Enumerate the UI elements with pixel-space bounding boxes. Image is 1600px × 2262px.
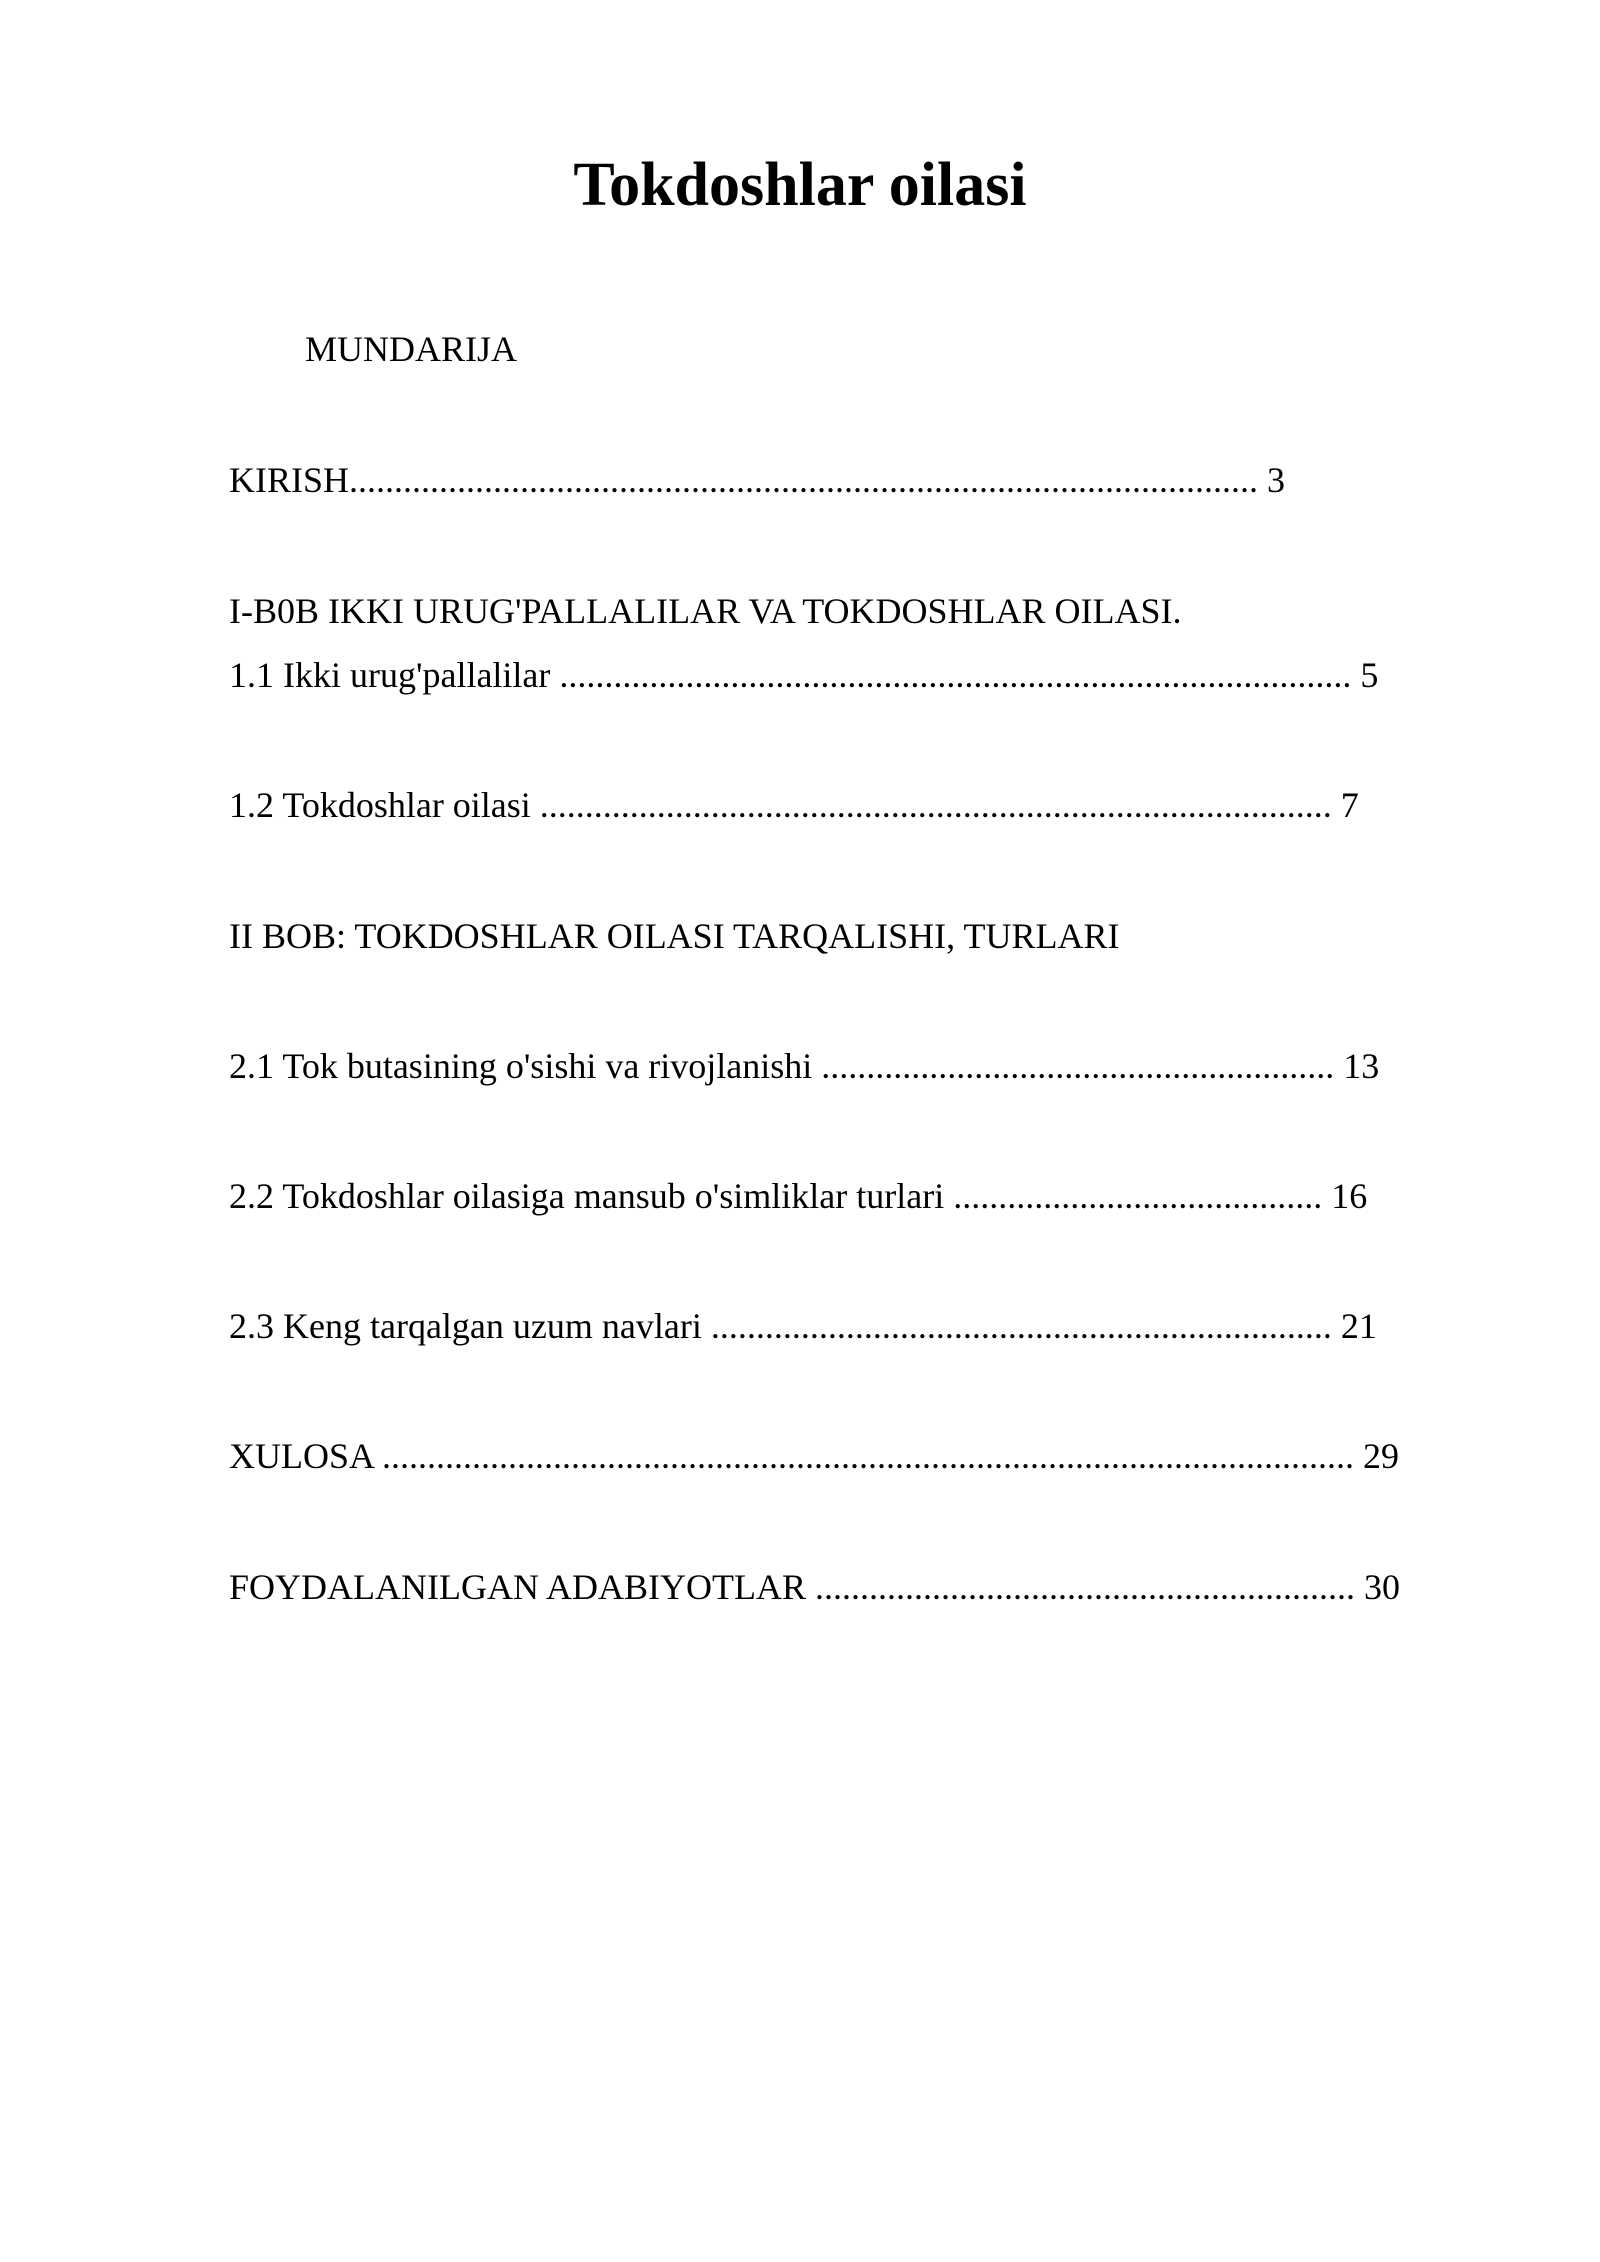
- toc-entry-2-2: 2.2 Tokdoshlar oilasiga mansub o'simliklar turlari ......................................... 16: [229, 1176, 1368, 1216]
- toc-entry-2-3: 2.3 Keng tarqalgan uzum navlari ..................................................................... 21: [229, 1306, 1377, 1346]
- toc-entry-2-1: 2.1 Tok butasining o'sishi va rivojlanishi ......................................................... 13: [229, 1046, 1380, 1086]
- toc-entry-kirish: KIRISH..................................................................................................... 3: [229, 460, 1286, 500]
- toc-entry-xulosa: XULOSA ............................................................................................................ 29: [229, 1436, 1400, 1476]
- toc-entry-bibliography: FOYDALANILGAN ADABIYOTLAR ............................................................ 30: [229, 1567, 1400, 1607]
- page-title: [0, 148, 1600, 222]
- toc-entry-chapter-2: II BOB: TOKDOSHLAR OILASI TARQALISHI, TURLARI: [229, 916, 1120, 956]
- toc-heading: MUNDARIJA: [305, 329, 518, 369]
- toc-entry-chapter-1: I-B0B IKKI URUG'PALLALILAR VA TOKDOSHLAR OILASI.: [229, 591, 1182, 631]
- toc-entry-1-2: 1.2 Tokdoshlar oilasi ........................................................................................ 7: [229, 785, 1359, 825]
- toc-entry-1-1: 1.1 Ikki urug'pallalilar ........................................................................................ 5: [229, 655, 1379, 695]
- page-title-text: Tokdoshlar oilasi: [573, 151, 1027, 219]
